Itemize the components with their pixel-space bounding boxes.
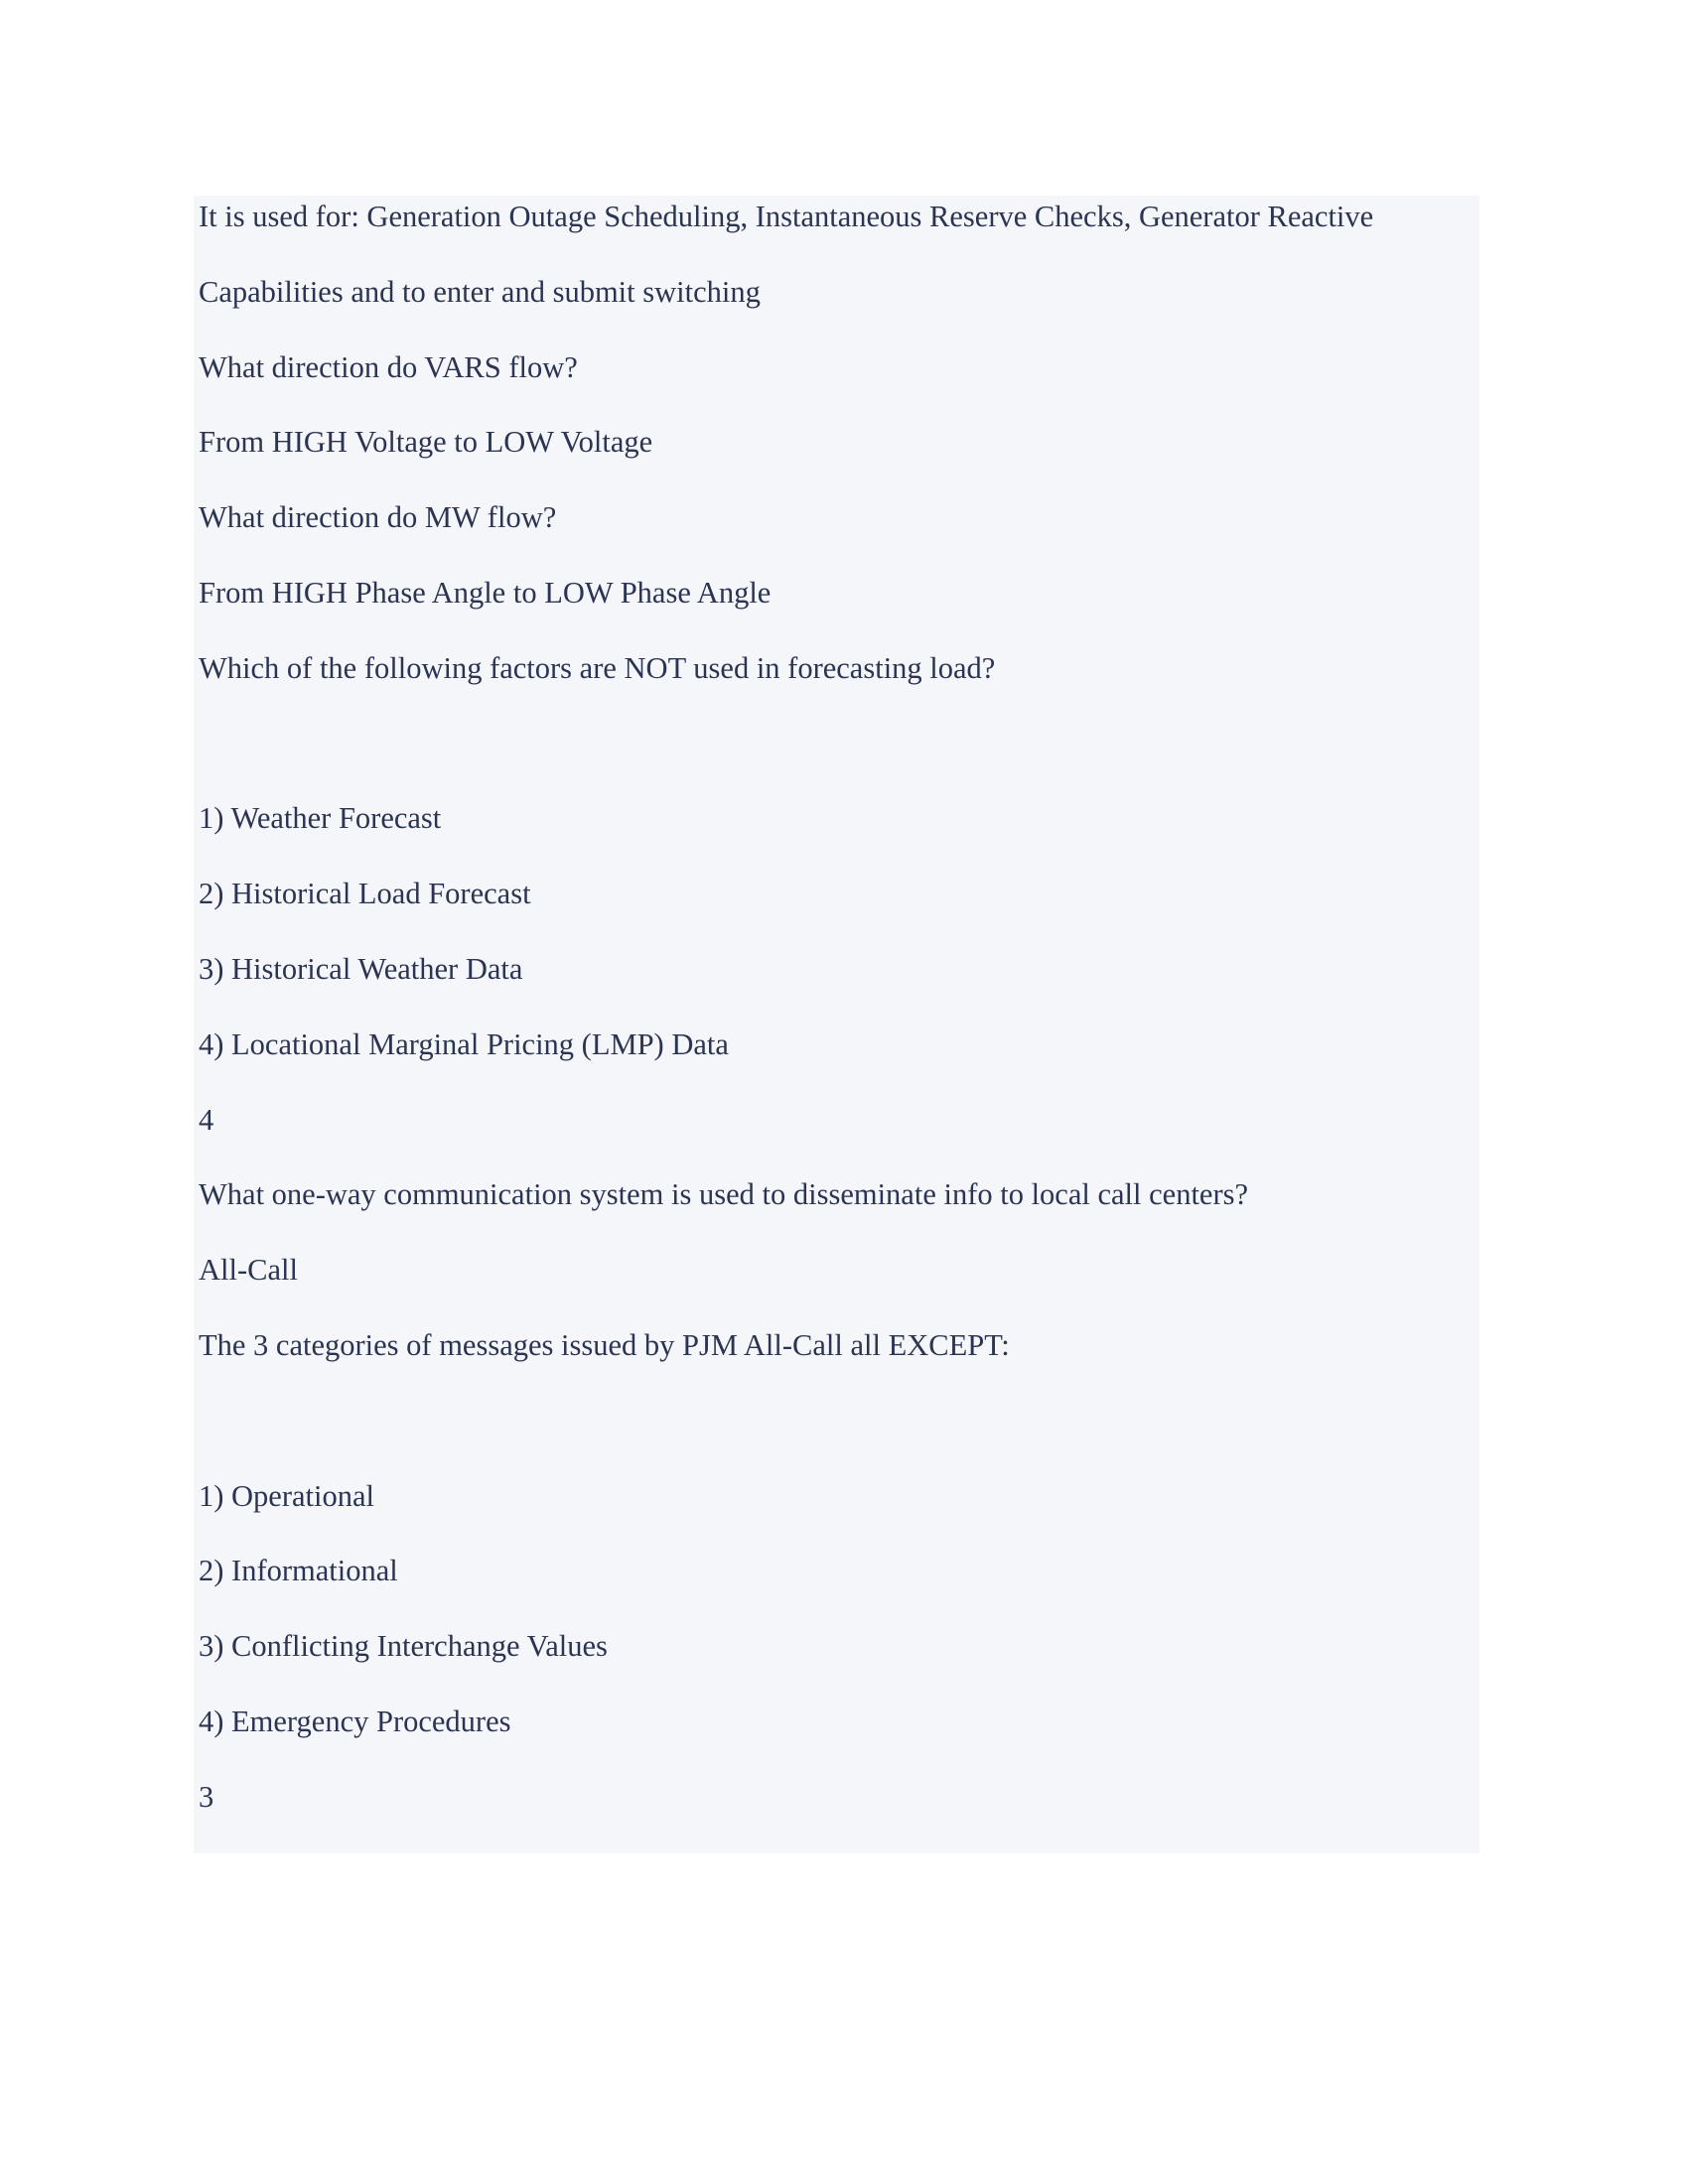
text-line: From HIGH Phase Angle to LOW Phase Angle (199, 575, 772, 610)
text-line: 3 (199, 1779, 214, 1814)
text-line: 4 (199, 1102, 214, 1137)
text-line: 1) Operational (199, 1478, 374, 1513)
text-line: 4) Emergency Procedures (199, 1704, 511, 1738)
text-line: What direction do VARS flow? (199, 349, 578, 384)
blank-line (194, 723, 1479, 798)
document-content (194, 196, 1479, 1853)
text-line: 3) Conflicting Interchange Values (199, 1629, 608, 1664)
text-line: 2) Informational (199, 1554, 398, 1588)
text-line: 3) Historical Weather Data (199, 951, 523, 986)
blank-line (194, 1400, 1479, 1475)
text-line: All-Call (199, 1253, 298, 1288)
text-line: 4) Locational Marginal Pricing (LMP) Data (199, 1026, 729, 1061)
text-line: What direction do MW flow? (199, 500, 557, 535)
text-line: 1) Weather Forecast (199, 801, 442, 836)
text-line: It is used for: Generation Outage Scheduling, Instantaneous Reserve Checks, Generator Reactive (199, 200, 1374, 233)
text-line: Capabilities and to enter and submit switching (199, 274, 761, 309)
text-line: The 3 categories of messages issued by PJM All-Call all EXCEPT: (199, 1327, 1010, 1362)
text-line: From HIGH Voltage to LOW Voltage (199, 425, 653, 460)
text-line: What one-way communication system is used to disseminate info to local call centers? (199, 1177, 1249, 1212)
text-line: Which of the following factors are NOT used in forecasting load? (199, 650, 996, 685)
text-line: 2) Historical Load Forecast (199, 877, 531, 911)
